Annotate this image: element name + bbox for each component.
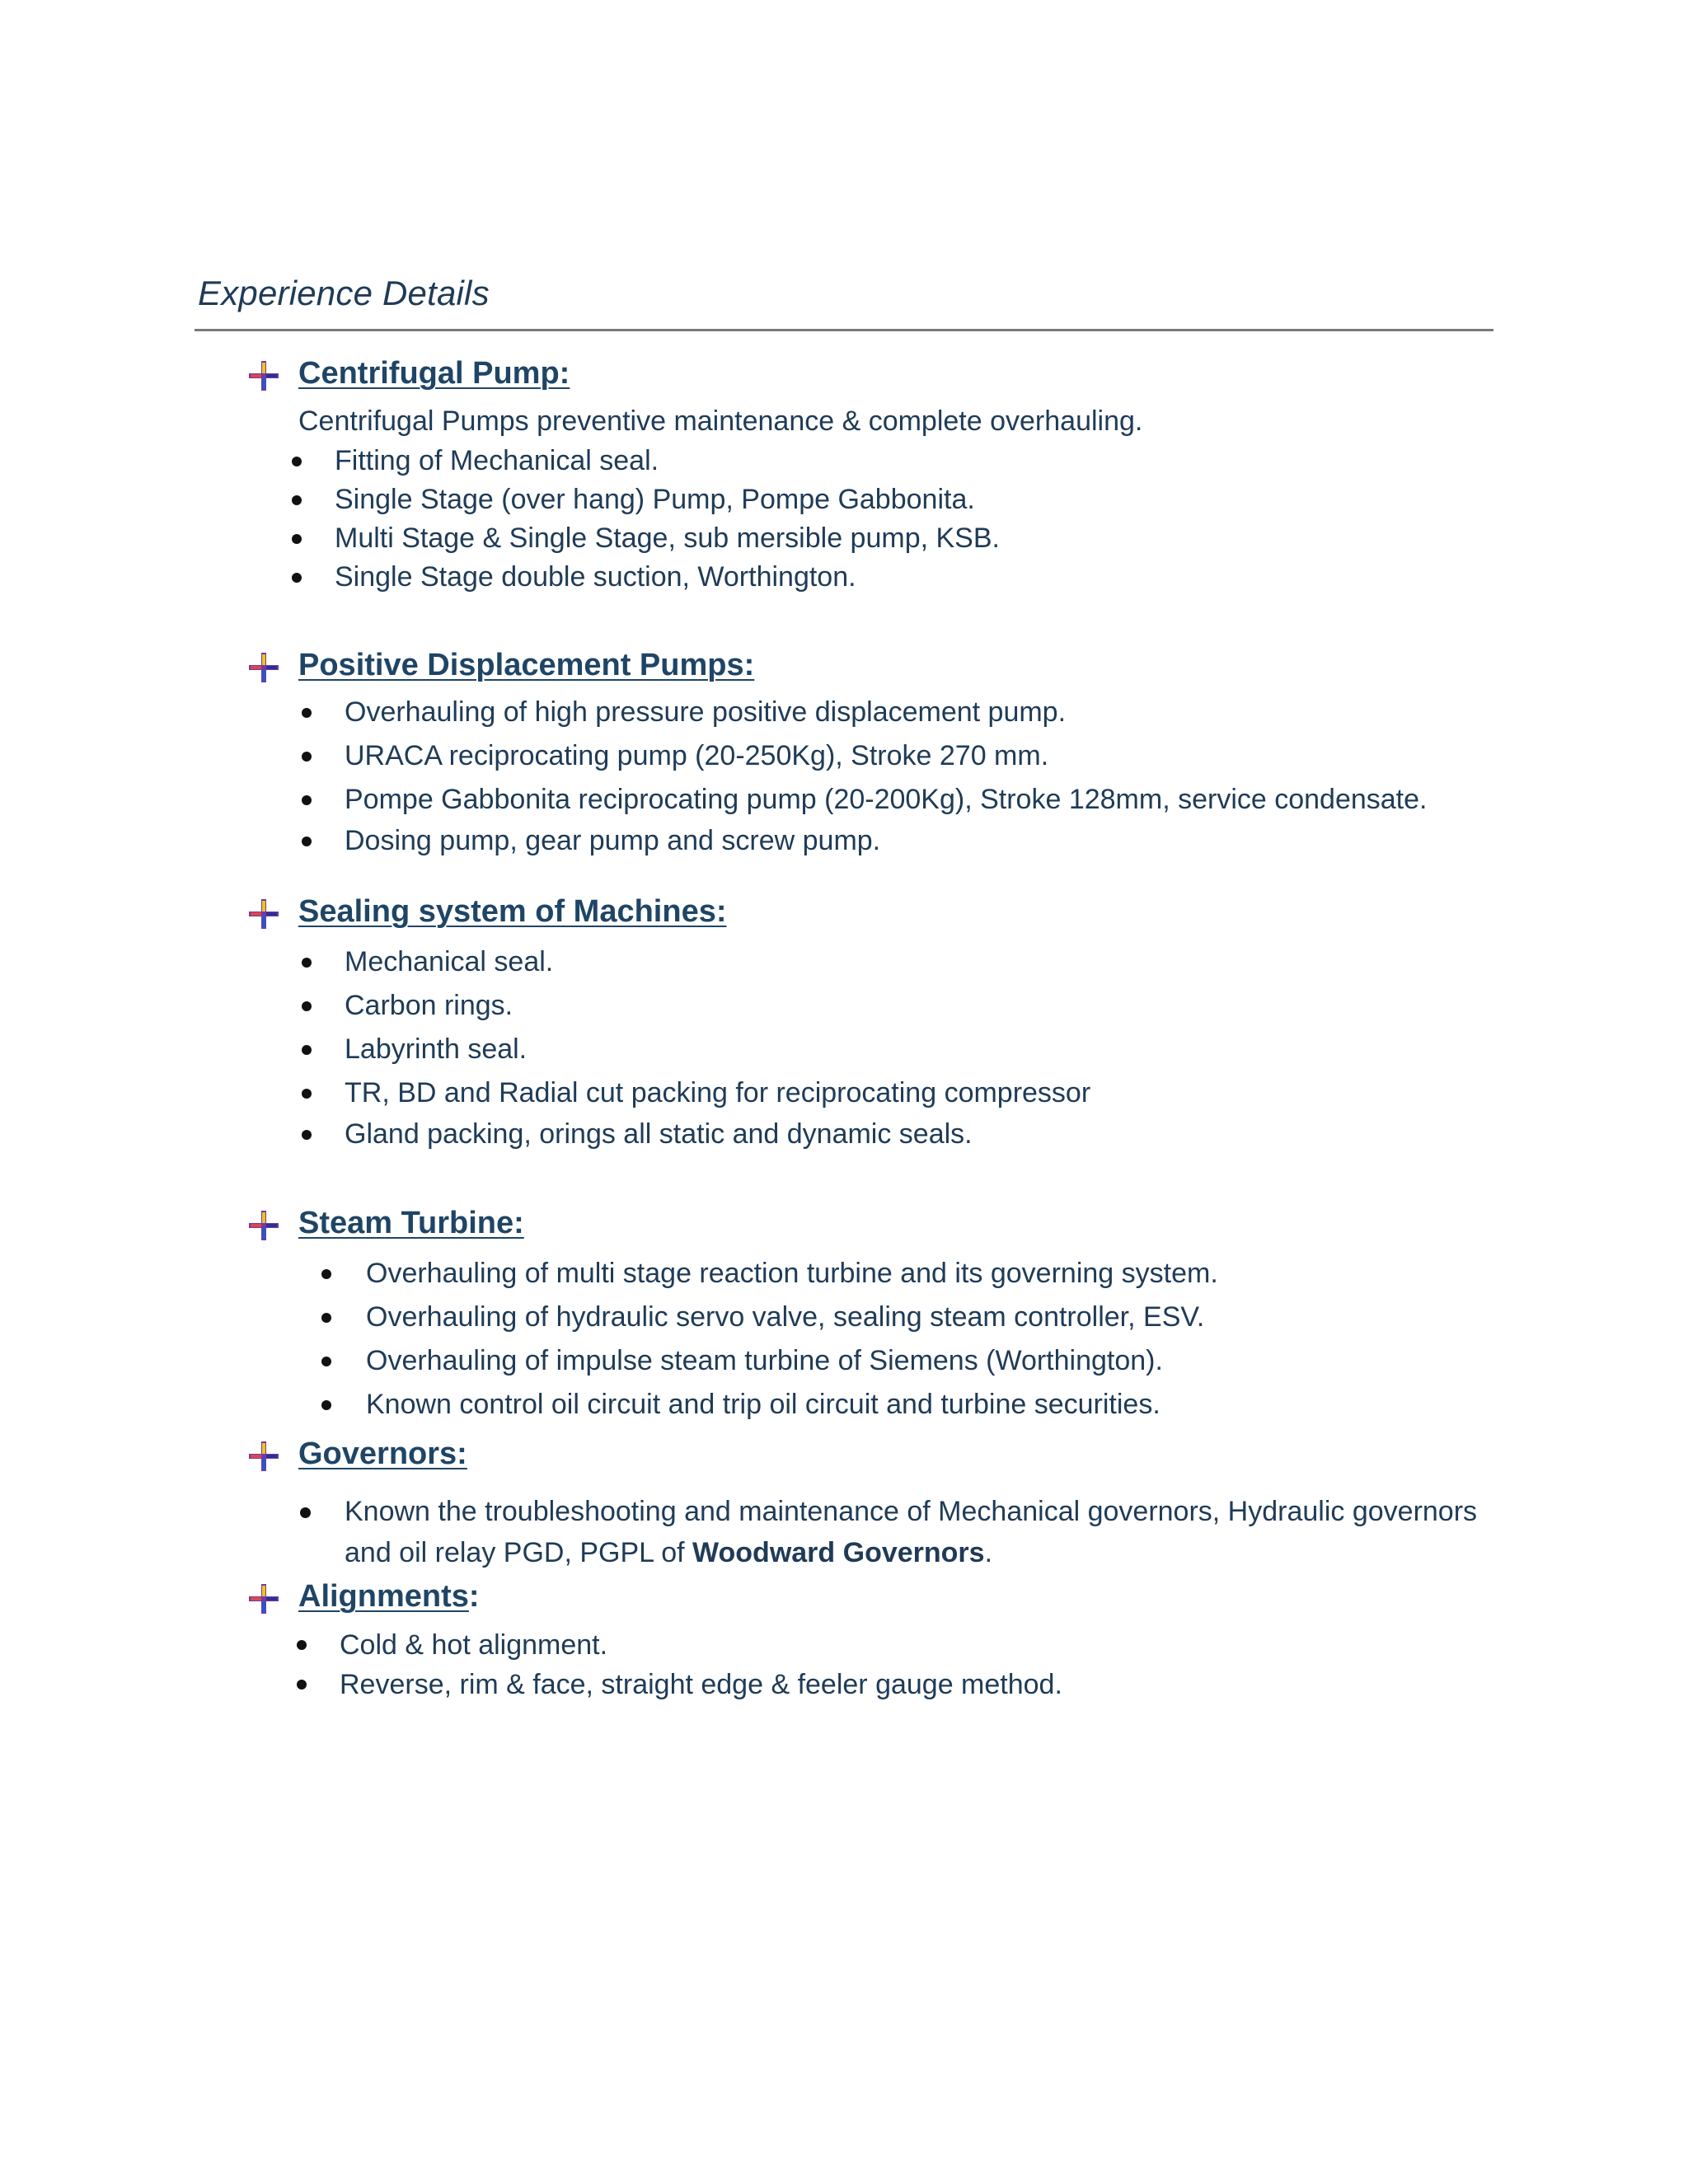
list-item: Single Stage (over hang) Pump, Pompe Gabbonita. — [335, 480, 1533, 519]
list-item: Overhauling of impulse steam turbine of Siemens (Worthington). — [366, 1339, 1533, 1383]
page-title: Experience Details — [198, 274, 490, 312]
bullet-list — [247, 691, 1533, 860]
round-bullet-icon — [297, 1640, 307, 1650]
round-bullet-icon — [321, 1313, 331, 1323]
section-intro: Centrifugal Pumps preventive maintenance & complete overhauling. — [298, 405, 1143, 437]
bullet-list — [247, 442, 1533, 597]
round-bullet-icon — [300, 1507, 311, 1518]
round-bullet-icon — [302, 1001, 312, 1011]
list-item: Labyrinth seal. — [345, 1028, 1533, 1071]
list-item: Reverse, rim & face, straight edge & feeler gauge method. — [340, 1665, 1533, 1704]
round-bullet-icon — [302, 708, 312, 718]
section-heading: Governors: — [298, 1436, 467, 1471]
round-bullet-icon — [321, 1400, 331, 1410]
round-bullet-icon — [302, 752, 312, 762]
round-bullet-icon — [302, 1130, 312, 1140]
brand-name: Woodward Governors — [692, 1537, 985, 1568]
round-bullet-icon — [302, 958, 312, 968]
section-positive-displacement-pumps — [247, 648, 1533, 860]
round-bullet-icon — [292, 495, 302, 505]
cross-bullet-icon — [247, 359, 280, 392]
section-header — [247, 1206, 1533, 1249]
section-alignments — [247, 1579, 1533, 1704]
cross-bullet-icon — [247, 1209, 280, 1242]
section-header — [247, 1579, 1533, 1622]
section-header — [247, 648, 1533, 691]
list-item: Single Stage double suction, Worthington. — [335, 558, 1533, 597]
section-steam-turbine — [247, 1206, 1533, 1427]
round-bullet-icon — [321, 1269, 331, 1279]
section-heading: Alignments: — [298, 1579, 480, 1614]
section-heading: Steam Turbine: — [298, 1206, 524, 1240]
bullet-list — [247, 1491, 1533, 1573]
cross-bullet-icon — [247, 1440, 280, 1473]
round-bullet-icon — [292, 573, 302, 583]
round-bullet-icon — [302, 795, 312, 805]
round-bullet-icon — [302, 837, 312, 846]
list-item: Cold & hot alignment. — [340, 1625, 1533, 1665]
list-item: Gland packing, orings all static and dynamic seals. — [345, 1115, 1533, 1153]
list-item: Mechanical seal. — [345, 940, 1533, 984]
list-item: Known the troubleshooting and maintenance of Mechanical governors, Hydraulic governors and oil relay PGD, PGPL of Woodward Governors. — [345, 1491, 1533, 1573]
title-divider — [195, 329, 1493, 331]
list-item: Carbon rings. — [345, 984, 1533, 1028]
cross-bullet-icon — [247, 651, 280, 684]
list-item: URACA reciprocating pump (20-250Kg), Stroke 270 mm. — [345, 734, 1533, 778]
round-bullet-icon — [292, 457, 302, 466]
list-item: Dosing pump, gear pump and screw pump. — [345, 822, 1533, 860]
list-item: Pompe Gabbonita reciprocating pump (20-200Kg), Stroke 128mm, service condensate. — [345, 778, 1533, 822]
section-header — [247, 356, 1533, 399]
section-heading: Centrifugal Pump: — [298, 356, 570, 391]
bullet-list — [247, 1625, 1533, 1704]
section-heading: Sealing system of Machines: — [298, 894, 727, 929]
list-item: Overhauling of multi stage reaction turbine and its governing system. — [366, 1252, 1533, 1296]
section-heading: Positive Displacement Pumps: — [298, 648, 755, 682]
list-item: Known control oil circuit and trip oil circuit and turbine securities. — [366, 1383, 1533, 1427]
list-item: TR, BD and Radial cut packing for reciprocating compressor — [345, 1071, 1533, 1115]
section-governors — [247, 1436, 1533, 1573]
section-centrifugal-pump — [247, 356, 1533, 597]
round-bullet-icon — [302, 1045, 312, 1055]
round-bullet-icon — [321, 1357, 331, 1366]
section-header — [247, 1436, 1533, 1479]
list-item: Overhauling of high pressure positive displacement pump. — [345, 691, 1533, 734]
bullet-list — [247, 940, 1533, 1153]
section-sealing-system — [247, 894, 1533, 1153]
round-bullet-icon — [292, 534, 302, 544]
round-bullet-icon — [302, 1089, 312, 1099]
cross-bullet-icon — [247, 1582, 280, 1615]
list-item: Overhauling of hydraulic servo valve, sealing steam controller, ESV. — [366, 1296, 1533, 1339]
round-bullet-icon — [297, 1680, 307, 1690]
governors-second-line: and oil relay PGD, PGPL of Woodward Governors. — [345, 1537, 993, 1568]
cross-bullet-icon — [247, 898, 280, 930]
list-item: Multi Stage & Single Stage, sub mersible pump, KSB. — [335, 519, 1533, 558]
list-item: Fitting of Mechanical seal. — [335, 442, 1533, 480]
bullet-list — [247, 1252, 1533, 1427]
section-header — [247, 894, 1533, 937]
